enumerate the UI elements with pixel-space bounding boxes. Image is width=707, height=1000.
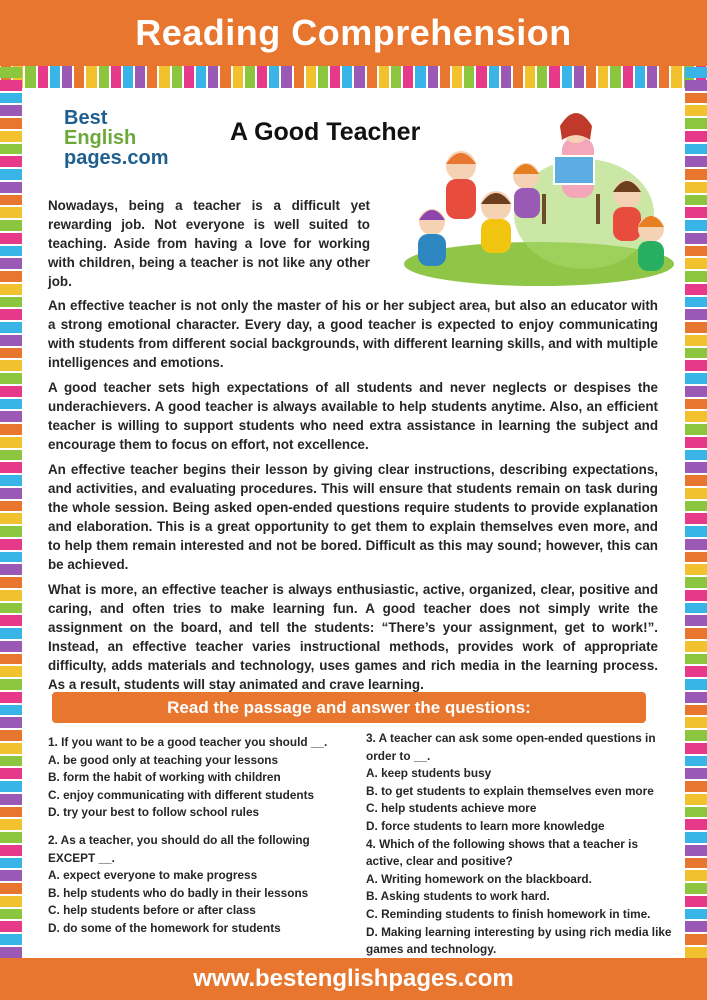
border-stripe — [685, 717, 707, 728]
logo-line-1: Best — [64, 107, 108, 129]
question-3-option-b: B. to get students to explain themselves even more — [366, 783, 654, 798]
border-stripe — [685, 743, 707, 754]
border-stripe — [452, 66, 462, 88]
border-stripe — [685, 475, 707, 486]
border-stripe — [525, 66, 535, 88]
border-stripe — [172, 66, 182, 88]
border-stripe — [0, 756, 22, 767]
border-stripe — [0, 93, 22, 104]
border-stripe — [513, 66, 523, 88]
question-2-stem: 2. As a teacher, you should do all the following EXCEPT __. — [48, 832, 310, 865]
border-stripe — [99, 66, 109, 88]
border-stripe — [685, 539, 707, 550]
border-stripe — [0, 386, 22, 397]
border-stripe — [0, 271, 22, 282]
border-stripe — [685, 169, 707, 180]
border-stripe — [685, 195, 707, 206]
border-stripe — [0, 220, 22, 231]
border-stripe — [0, 539, 22, 550]
border-stripe — [0, 692, 22, 703]
border-stripe — [685, 909, 707, 920]
border-stripe — [685, 258, 707, 269]
border-stripe — [111, 66, 121, 88]
border-stripe — [685, 730, 707, 741]
border-stripe — [0, 348, 22, 359]
border-stripe — [685, 93, 707, 104]
border-stripe — [0, 909, 22, 920]
question-2-option-c: C. help students before or after class — [48, 903, 256, 918]
border-stripe — [574, 66, 584, 88]
border-stripe — [685, 220, 707, 231]
border-stripe — [685, 348, 707, 359]
border-stripe — [489, 66, 499, 88]
border-stripe — [685, 488, 707, 499]
border-stripe — [685, 424, 707, 435]
border-stripe — [0, 526, 22, 537]
border-stripe — [0, 105, 22, 116]
decorative-border-right — [685, 66, 707, 958]
question-4-option-a: A. Writing homework on the blackboard. — [366, 871, 592, 886]
question-4-option-d: D. Making learning interesting by using rich media like games and technology. — [366, 924, 672, 957]
border-stripe — [196, 66, 206, 88]
border-stripe — [0, 182, 22, 193]
border-stripe — [0, 513, 22, 524]
border-stripe — [586, 66, 596, 88]
passage-paragraph-2: An effective teacher is not only the master of his or her subject area, but also an educator with a strong emotional character. Every day, a good teacher is expected to enjoy communicating with students from different social backgrounds, with different learning skills, and with multiple intelligences and emotions. — [48, 298, 658, 370]
border-stripe — [0, 488, 22, 499]
border-stripe — [0, 870, 22, 881]
border-stripe — [0, 322, 22, 333]
border-stripe — [0, 284, 22, 295]
border-stripe — [159, 66, 169, 88]
decorative-border-left — [0, 66, 22, 958]
site-logo — [64, 108, 168, 168]
border-stripe — [685, 233, 707, 244]
border-stripe — [685, 564, 707, 575]
border-stripe — [0, 360, 22, 371]
border-stripe — [685, 513, 707, 524]
border-stripe — [0, 845, 22, 856]
border-stripe — [685, 360, 707, 371]
border-stripe — [0, 309, 22, 320]
border-stripe — [0, 807, 22, 818]
border-stripe — [391, 66, 401, 88]
border-stripe — [147, 66, 157, 88]
border-stripe — [50, 66, 60, 88]
border-stripe — [0, 641, 22, 652]
border-stripe — [685, 845, 707, 856]
border-stripe — [0, 768, 22, 779]
border-stripe — [685, 144, 707, 155]
border-stripe — [0, 411, 22, 422]
border-stripe — [0, 615, 22, 626]
border-stripe — [123, 66, 133, 88]
border-stripe — [685, 105, 707, 116]
question-4-stem: 4. Which of the following shows that a teacher is active, clear and positive? — [366, 836, 639, 869]
border-stripe — [74, 66, 84, 88]
border-stripe — [403, 66, 413, 88]
border-stripe — [685, 399, 707, 410]
border-stripe — [0, 730, 22, 741]
border-stripe — [685, 271, 707, 282]
border-stripe — [367, 66, 377, 88]
border-stripe — [685, 207, 707, 218]
border-stripe — [610, 66, 620, 88]
border-stripe — [685, 883, 707, 894]
border-stripe — [685, 858, 707, 869]
question-2-option-b: B. help students who do badly in their lessons — [48, 885, 309, 900]
instructions-banner — [52, 692, 646, 723]
border-stripe — [0, 947, 22, 958]
border-stripe — [0, 564, 22, 575]
border-stripe — [0, 679, 22, 690]
border-stripe — [245, 66, 255, 88]
question-1-option-b: B. form the habit of working with children — [48, 770, 281, 785]
border-stripe — [685, 322, 707, 333]
border-stripe — [281, 66, 291, 88]
question-3-option-a: A. keep students busy — [366, 766, 492, 781]
border-stripe — [25, 66, 35, 88]
border-stripe — [0, 475, 22, 486]
border-stripe — [685, 309, 707, 320]
border-stripe — [685, 411, 707, 422]
border-stripe — [0, 195, 22, 206]
border-stripe — [0, 233, 22, 244]
border-stripe — [0, 118, 22, 129]
border-stripe — [208, 66, 218, 88]
border-stripe — [0, 297, 22, 308]
border-stripe — [0, 794, 22, 805]
border-stripe — [318, 66, 328, 88]
border-stripe — [685, 896, 707, 907]
border-stripe — [501, 66, 511, 88]
border-stripe — [62, 66, 72, 88]
question-3-option-c: C. help students achieve more — [366, 801, 537, 816]
logo-line-2: English — [64, 127, 137, 149]
border-stripe — [0, 335, 22, 346]
passage-paragraph-4: An effective teacher begins their lesson by giving clear instructions, describing expectations, and activities, and evaluating procedures. This will ensure that students remain on task during the whole session. Being asked open-ended questions require students to provide explanation and elaboration. This is a great opportunity to get them to explain themselves even more, and to help them remain interested and not be bored. Difficult as this may sound; however, this can be achieved. — [48, 462, 658, 572]
border-stripe — [0, 654, 22, 665]
question-1-option-c: C. enjoy communicating with different students — [48, 787, 315, 802]
border-stripe — [685, 284, 707, 295]
border-stripe — [685, 386, 707, 397]
border-stripe — [623, 66, 633, 88]
border-stripe — [0, 577, 22, 588]
border-stripe — [685, 131, 707, 142]
border-stripe — [685, 705, 707, 716]
border-stripe — [685, 182, 707, 193]
instructions-banner-text: Read the passage and answer the questions: — [167, 697, 531, 717]
border-stripe — [257, 66, 267, 88]
border-stripe — [685, 437, 707, 448]
border-stripe — [0, 169, 22, 180]
border-stripe — [0, 934, 22, 945]
page-header-title: Reading Comprehension — [135, 12, 572, 53]
border-stripe — [306, 66, 316, 88]
border-stripe — [0, 131, 22, 142]
question-3-stem: 3. A teacher can ask some open-ended questions in order to __. — [366, 731, 656, 763]
footer-url: www.bestenglishpages.com — [193, 965, 514, 992]
border-stripe — [0, 552, 22, 563]
border-stripe — [233, 66, 243, 88]
border-stripe — [330, 66, 340, 88]
page-header — [0, 0, 707, 66]
questions-column-right — [366, 730, 676, 959]
border-stripe — [0, 437, 22, 448]
border-stripe — [476, 66, 486, 88]
border-stripe — [685, 450, 707, 461]
passage-paragraph-1: Nowadays, being a teacher is a difficult yet rewarding job. Not everyone is well suited to teaching. Aside from having a love for working with children, being a teacher is not like any other job. — [48, 198, 370, 289]
border-stripe — [220, 66, 230, 88]
border-stripe — [685, 501, 707, 512]
border-stripe — [685, 781, 707, 792]
border-stripe — [0, 246, 22, 257]
border-stripe — [685, 526, 707, 537]
border-stripe — [685, 297, 707, 308]
border-stripe — [685, 590, 707, 601]
border-stripe — [685, 67, 707, 78]
border-stripe — [685, 641, 707, 652]
border-stripe — [0, 921, 22, 932]
border-stripe — [685, 819, 707, 830]
border-stripe — [440, 66, 450, 88]
border-stripe — [549, 66, 559, 88]
border-stripe — [0, 207, 22, 218]
logo-line-3: pages.com — [64, 147, 169, 169]
border-stripe — [685, 679, 707, 690]
question-4-option-c: C. Reminding students to finish homework in time. — [366, 906, 651, 921]
border-stripe — [415, 66, 425, 88]
border-stripe — [685, 462, 707, 473]
teacher-reading-illustration — [404, 94, 674, 286]
border-stripe — [0, 450, 22, 461]
border-stripe — [685, 577, 707, 588]
border-stripe — [0, 501, 22, 512]
passage-paragraph-3: A good teacher sets high expectations of all students and never neglects or despises the underachievers. A good teacher is always available to help students anytime. Also, an efficient teacher is willing to support students who need extra assistance in learning the subject and encourage them to focus on effort, not excellence. — [48, 380, 658, 452]
border-stripe — [562, 66, 572, 88]
question-1-stem: 1. If you want to be a good teacher you should __. — [48, 735, 328, 749]
border-stripe — [685, 80, 707, 91]
border-stripe — [38, 66, 48, 88]
border-stripe — [354, 66, 364, 88]
border-stripe — [0, 883, 22, 894]
border-stripe — [0, 819, 22, 830]
border-stripe — [0, 743, 22, 754]
border-stripe — [685, 934, 707, 945]
question-2-option-d: D. do some of the homework for students — [48, 920, 281, 935]
border-stripe — [269, 66, 279, 88]
border-stripe — [685, 552, 707, 563]
border-stripe — [685, 628, 707, 639]
border-stripe — [685, 947, 707, 958]
border-stripe — [659, 66, 669, 88]
border-stripe — [0, 399, 22, 410]
border-stripe — [0, 80, 22, 91]
border-stripe — [0, 603, 22, 614]
border-stripe — [685, 603, 707, 614]
border-stripe — [685, 756, 707, 767]
questions-column-left — [48, 734, 353, 938]
border-stripe — [0, 832, 22, 843]
question-3-option-d: D. force students to learn more knowledge — [366, 818, 605, 833]
border-stripe — [685, 118, 707, 129]
border-stripe — [0, 628, 22, 639]
border-stripe — [671, 66, 681, 88]
border-stripe — [0, 590, 22, 601]
border-stripe — [685, 335, 707, 346]
page-footer — [0, 958, 707, 1000]
border-stripe — [685, 654, 707, 665]
border-stripe — [0, 424, 22, 435]
border-stripe — [342, 66, 352, 88]
border-stripe — [428, 66, 438, 88]
border-stripe — [685, 666, 707, 677]
border-stripe — [685, 832, 707, 843]
border-stripe — [379, 66, 389, 88]
border-stripe — [0, 858, 22, 869]
passage-title: A Good Teacher — [230, 118, 421, 146]
border-stripe — [0, 705, 22, 716]
border-stripe — [537, 66, 547, 88]
border-stripe — [294, 66, 304, 88]
decorative-border-top — [0, 66, 707, 88]
border-stripe — [635, 66, 645, 88]
border-stripe — [0, 67, 22, 78]
question-1-option-d: D. try your best to follow school rules — [48, 805, 260, 820]
border-stripe — [0, 258, 22, 269]
question-1-option-a: A. be good only at teaching your lessons — [48, 752, 279, 767]
border-stripe — [685, 373, 707, 384]
border-stripe — [0, 781, 22, 792]
border-stripe — [685, 156, 707, 167]
border-stripe — [0, 373, 22, 384]
border-stripe — [0, 156, 22, 167]
border-stripe — [685, 794, 707, 805]
border-stripe — [86, 66, 96, 88]
border-stripe — [685, 692, 707, 703]
border-stripe — [0, 717, 22, 728]
border-stripe — [135, 66, 145, 88]
border-stripe — [685, 615, 707, 626]
border-stripe — [0, 666, 22, 677]
border-stripe — [685, 870, 707, 881]
border-stripe — [598, 66, 608, 88]
border-stripe — [0, 144, 22, 155]
border-stripe — [0, 462, 22, 473]
border-stripe — [685, 768, 707, 779]
border-stripe — [0, 896, 22, 907]
passage-paragraph-5: What is more, an effective teacher is always enthusiastic, active, organized, clear, positive and caring, and often tries to make learning fun. A good teacher does not simply write the assignment on the board, and tell the students: “There’s your assignment, get to work!”. Instead, an effective teacher varies instructional methods, provides work of appropriate difficulty, adds materials and technology, uses games and rich media in the learning process. As a result, students will stay animated and crave learning. — [48, 582, 658, 692]
border-stripe — [464, 66, 474, 88]
question-2-option-a: A. expect everyone to make progress — [48, 868, 258, 883]
border-stripe — [685, 246, 707, 257]
border-stripe — [685, 807, 707, 818]
question-4-option-b: B. Asking students to work hard. — [366, 889, 550, 904]
border-stripe — [184, 66, 194, 88]
border-stripe — [647, 66, 657, 88]
border-stripe — [685, 921, 707, 932]
